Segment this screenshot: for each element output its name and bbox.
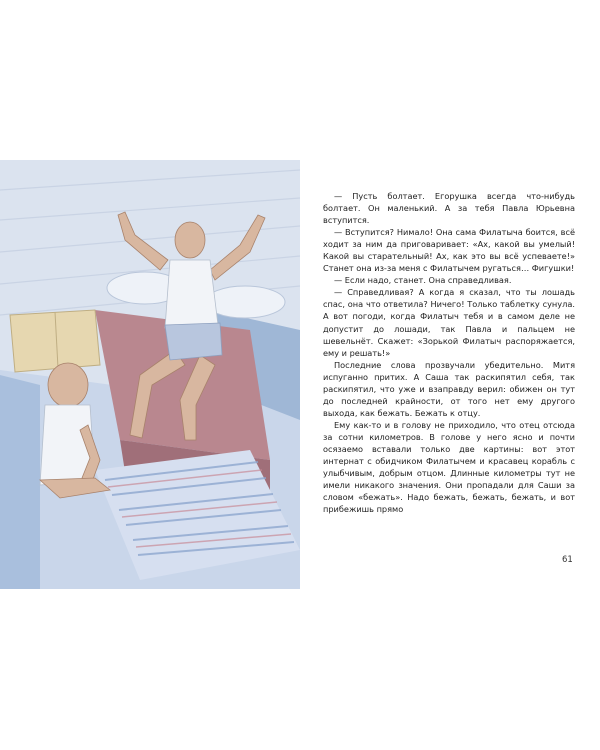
paragraph: — Пусть болтает. Егорушка всегда что-нибудь болтает. Он маленький. А за тебя Павла Юрьевна вступится. xyxy=(323,191,575,226)
book-spread xyxy=(0,160,600,589)
text-column xyxy=(323,190,575,515)
paragraph: — Справедливая? А когда я сказал, что ты лошадь спас, она что ответила? Ничего! Только таблетку сунула. А вот погоди, когда Филатыч тебя и в самом деле не допустит до лошади, так Павла и пальцем не шевельнёт. Скажет: «Зорькой Филатыч распоряжается, ему и решать!» xyxy=(323,287,575,358)
paragraph: Последние слова прозвучали убедительно. Митя испуганно притих. А Саша так раскипятил себя, так раскипятил, что уже и взаправду верил: обижен он тут до последней крайности, от того нет ему другого выхода, как бежать. Бежать к отцу. xyxy=(323,359,575,418)
page-number: 61 xyxy=(562,555,573,565)
shirt-shape xyxy=(165,260,218,328)
illustration xyxy=(0,160,300,589)
illustration-drawing xyxy=(0,160,300,589)
paragraph: — Вступится? Нимало! Она сама Филатыча боится, всё ходит за ним да приговаривает: «Ах, какой вы умелый! Какой вы старательный! Ах, как это вы всё успеваете!» Станет она из-за меня с Филатычем ругаться… Фигушки! xyxy=(323,227,575,274)
paragraph: — Если надо, станет. Она справедливая. xyxy=(334,275,512,286)
paragraph: Ему как-то и в голову не приходило, что отец отсюда за сотни километров. В голове у него ясно и почти осязаемо вставали только две картины: вот этот интернат с обидчиком Филатычем и красавец корабль с улыбчивым, добрым отцом. Длинные километры тут не имели никакого значения. Они пропадали для Саши за словом «бежать». Надо бежать, бежать, бежать, и вот прибежишь прямо xyxy=(323,419,575,515)
